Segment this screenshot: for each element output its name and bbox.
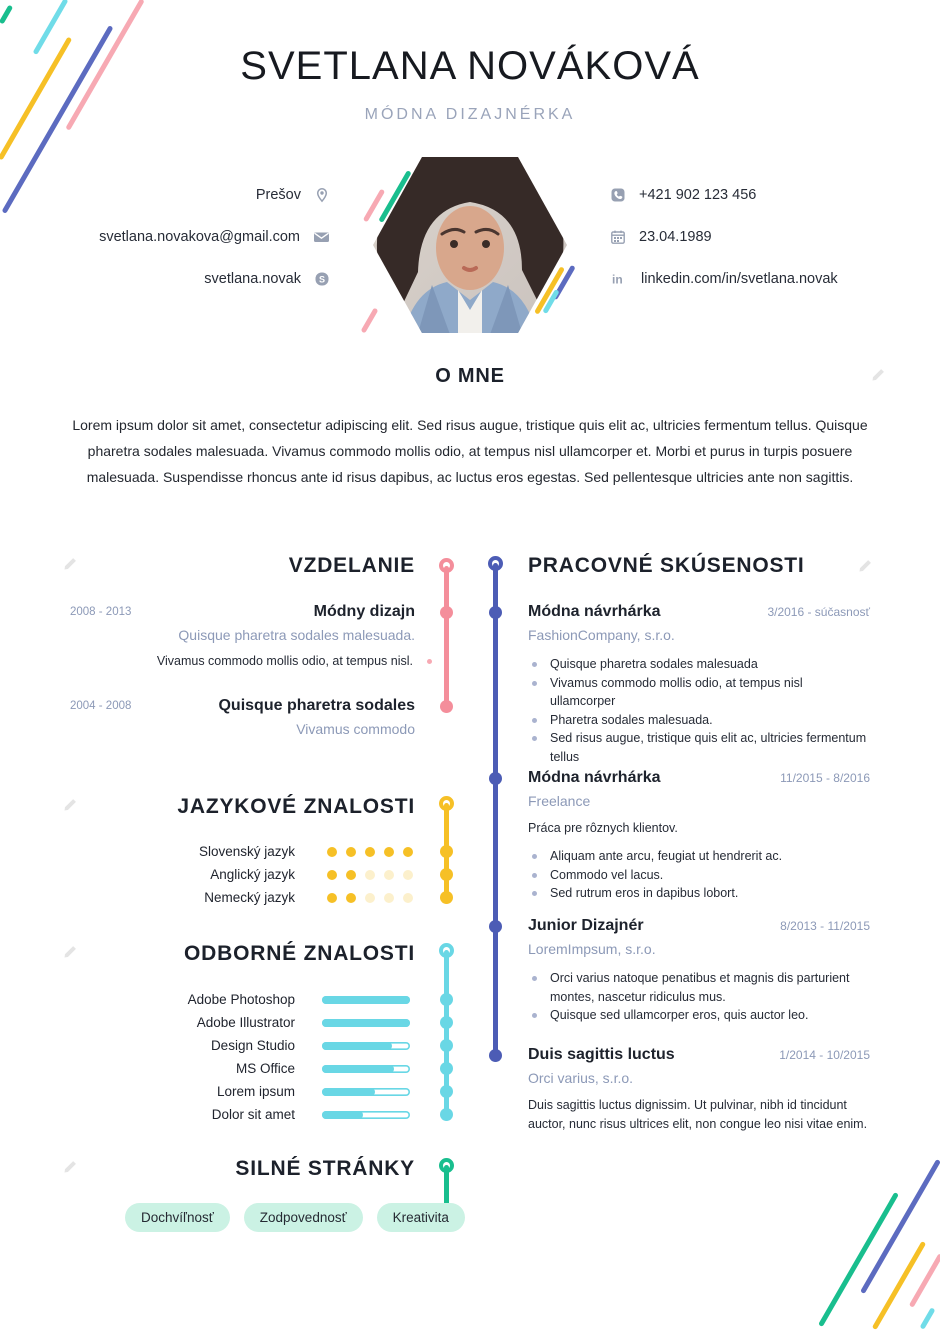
skill-label: Dolor sit amet — [211, 1107, 295, 1122]
contact-birthdate-label: 23.04.1989 — [639, 229, 712, 245]
skill-bar — [322, 1111, 410, 1119]
language-label: Slovenský jazyk — [198, 844, 295, 859]
phone-icon — [610, 187, 626, 203]
svg-text:S: S — [318, 274, 326, 285]
language-row — [60, 840, 413, 863]
contact-birthdate — [610, 216, 882, 258]
location-pin-icon — [314, 187, 330, 203]
contact-city — [58, 174, 330, 216]
timeline-dot — [440, 700, 453, 713]
timeline-line — [493, 563, 498, 1055]
education-bullet — [60, 654, 432, 668]
education-title: Módny dizajn — [313, 603, 415, 620]
language-label: Anglický jazyk — [210, 867, 295, 882]
skill-bar-fill — [322, 1065, 394, 1073]
level-dot-filled — [327, 870, 337, 880]
language-row — [60, 886, 413, 909]
experience-entry — [528, 1045, 870, 1134]
experience-bullet: Commodo vel lacus. — [528, 866, 870, 885]
contact-email-label: svetlana.novakova@gmail.com — [99, 229, 300, 245]
experience-bullets — [528, 847, 870, 903]
timeline-dot — [440, 1062, 453, 1075]
contact-skype — [58, 258, 330, 300]
timeline-dot — [440, 1016, 453, 1029]
level-dot-empty — [365, 893, 375, 903]
experience-entry — [528, 602, 870, 766]
experience-dates: 11/2015 - 8/2016 — [780, 771, 870, 785]
skill-row — [60, 1057, 410, 1080]
level-dot-empty — [403, 893, 413, 903]
strength-tag: Dochvíľnosť — [125, 1203, 230, 1232]
level-dot-filled — [365, 847, 375, 857]
language-level-dots — [327, 847, 413, 857]
profile-photo — [372, 150, 568, 340]
timeline-dot — [440, 845, 453, 858]
experience-bullet: Vivamus commodo mollis odio, at tempus nisl ullamcorper — [528, 674, 870, 711]
experience-company: Freelance — [528, 793, 591, 809]
skill-bar-fill — [322, 1088, 375, 1096]
skill-bar — [322, 1042, 410, 1050]
level-dot-filled — [346, 893, 356, 903]
timeline-dot — [440, 1108, 453, 1121]
education-entry — [60, 602, 415, 644]
experience-title: Módna návrhárka — [528, 603, 661, 620]
decorative-stripe — [920, 1307, 936, 1329]
section-experience — [485, 548, 877, 1188]
level-dot-filled — [403, 847, 413, 857]
experience-bullet: Quisque pharetra sodales malesuada — [528, 655, 870, 674]
education-bullet-text: Vivamus commodo mollis odio, at tempus nisl. — [156, 654, 413, 668]
level-dot-filled — [346, 847, 356, 857]
experience-bullet: Sed rutrum eros in dapibus lobort. — [528, 884, 870, 903]
level-dot-empty — [384, 893, 394, 903]
education-entry — [60, 696, 415, 738]
timeline-dot — [440, 891, 453, 904]
job-title: MÓDNA DIZAJNÉRKA — [364, 106, 576, 123]
level-dot-filled — [384, 847, 394, 857]
language-row — [60, 863, 413, 886]
timeline-dot — [489, 606, 502, 619]
education-subtitle: Vivamus commodo — [296, 721, 415, 737]
timeline-line — [444, 566, 449, 707]
bullet-dot — [427, 659, 432, 664]
skill-row — [60, 1011, 410, 1034]
skill-label: MS Office — [235, 1061, 295, 1076]
skill-row — [60, 1080, 410, 1103]
level-dot-filled — [327, 847, 337, 857]
experience-dates: 3/2016 - súčasnosť — [767, 605, 870, 619]
experience-bullet: Aliquam ante arcu, feugiat ut hendrerit ac. — [528, 847, 870, 866]
language-level-dots — [327, 893, 413, 903]
skill-label: Adobe Illustrator — [196, 1015, 295, 1030]
contact-phone-label: +421 902 123 456 — [639, 187, 757, 203]
contact-phone — [610, 174, 882, 216]
about-heading: O MNE — [435, 365, 505, 387]
strength-tags — [125, 1203, 465, 1232]
edit-pencil-icon[interactable] — [871, 367, 886, 382]
skill-bar-fill — [322, 1042, 392, 1050]
timeline-dot — [440, 1039, 453, 1052]
experience-dates: 1/2014 - 10/2015 — [779, 1048, 870, 1062]
timeline-dot — [440, 1085, 453, 1098]
section-languages — [60, 795, 455, 915]
calendar-icon — [610, 229, 626, 245]
skype-icon — [314, 271, 330, 287]
timeline-dot — [440, 993, 453, 1006]
experience-company: FashionCompany, s.r.o. — [528, 627, 675, 643]
skill-bar — [322, 1019, 410, 1027]
experience-bullet: Orci varius natoque penatibus et magnis dis parturient montes, nascetur ridiculus mus. — [528, 969, 870, 1006]
experience-entry — [528, 916, 870, 1025]
timeline-dot — [440, 868, 453, 881]
skills-heading: ODBORNÉ ZNALOSTI — [184, 942, 415, 965]
skill-bar-fill — [322, 1111, 363, 1119]
education-subtitle: Quisque pharetra sodales malesuada. — [178, 627, 415, 643]
experience-title: Junior Dizajnér — [528, 917, 644, 934]
experience-bullet: Quisque sed ullamcorper eros, quis auctor leo. — [528, 1006, 870, 1025]
experience-title: Módna návrhárka — [528, 769, 661, 786]
about-text: Lorem ipsum dolor sit amet, consectetur adipiscing elit. Sed risus augue, tristique quis elit ac, ultricies fermentum tellus. Quisque pharetra sodales malesuada. Vivamus commodo mollis odio, at tempus nisl ullamcorper et. Morbi et purus in turpis posuere malesuada. Suspendisse rhoncus ante id risus dapibus, ac luctus eros egestas. Sed pellentesque ultricies ante non sagittis. — [72, 417, 868, 485]
contact-right — [610, 174, 882, 300]
strength-tag: Zodpovednosť — [244, 1203, 363, 1232]
skill-row — [60, 1034, 410, 1057]
languages-heading: JAZYKOVÉ ZNALOSTI — [177, 795, 415, 818]
experience-title: Duis sagittis luctus — [528, 1046, 675, 1063]
page-title: SVETLANA NOVÁKOVÁ — [240, 44, 700, 88]
svg-text:in: in — [612, 272, 623, 287]
contact-left — [58, 174, 330, 300]
level-dot-filled — [346, 870, 356, 880]
language-level-dots — [327, 870, 413, 880]
section-about — [60, 365, 880, 490]
language-label: Nemecký jazyk — [204, 890, 295, 905]
contact-city-label: Prešov — [255, 187, 301, 203]
contact-email — [58, 216, 330, 258]
timeline-dot — [489, 1049, 502, 1062]
education-dates: 2004 - 2008 — [70, 700, 132, 712]
experience-dates: 8/2013 - 11/2015 — [780, 919, 870, 933]
education-heading: VZDELANIE — [288, 554, 415, 577]
level-dot-empty — [403, 870, 413, 880]
education-title: Quisque pharetra sodales — [218, 697, 415, 714]
level-dot-empty — [384, 870, 394, 880]
experience-description: Práca pre rôznych klientov. — [528, 821, 678, 835]
experience-entry — [528, 768, 870, 903]
level-dot-empty — [365, 870, 375, 880]
contact-linkedin — [610, 258, 882, 300]
experience-heading: PRACOVNÉ SKÚSENOSTI — [528, 554, 805, 577]
experience-bullet: Pharetra sodales malesuada. — [528, 711, 870, 730]
skill-label: Adobe Photoshop — [187, 992, 295, 1007]
experience-company: Orci varius, s.r.o. — [528, 1070, 634, 1086]
experience-company: LoremImpsum, s.r.o. — [528, 941, 656, 957]
timeline-dot — [489, 772, 502, 785]
header — [0, 44, 940, 124]
skill-bar-fill — [322, 996, 410, 1004]
skill-label: Design Studio — [210, 1038, 295, 1053]
skill-row — [60, 988, 410, 1011]
section-skills — [60, 942, 455, 1132]
timeline-dot — [489, 920, 502, 933]
timeline-dot — [440, 606, 453, 619]
section-strengths — [60, 1157, 455, 1247]
experience-bullet: Sed risus augue, tristique quis elit ac, ultricies fermentum tellus — [528, 729, 870, 766]
skill-label: Lorem ipsum — [216, 1084, 295, 1099]
contact-skype-label: svetlana.novak — [204, 271, 301, 287]
skill-bar-fill — [322, 1019, 410, 1027]
skill-row — [60, 1103, 410, 1126]
experience-description: Duis sagittis luctus dignissim. Ut pulvinar, nibh id tincidunt auctor, nunc risus ultrices elit, non congue leo nisi vitae enim. — [528, 1098, 868, 1131]
skill-bar — [322, 1065, 410, 1073]
experience-bullets — [528, 969, 870, 1025]
edit-pencil-icon[interactable] — [858, 558, 873, 573]
decorative-stripe — [0, 5, 13, 25]
level-dot-filled — [327, 893, 337, 903]
skill-bar — [322, 1088, 410, 1096]
experience-bullets — [528, 655, 870, 766]
section-education — [60, 548, 455, 758]
linkedin-icon — [610, 271, 628, 287]
skill-bar — [322, 996, 410, 1004]
education-dates: 2008 - 2013 — [70, 606, 132, 618]
contact-linkedin-label: linkedin.com/in/svetlana.novak — [641, 271, 838, 287]
envelope-icon — [313, 229, 330, 245]
strengths-heading: SILNÉ STRÁNKY — [235, 1157, 415, 1180]
decorative-stripe — [872, 1241, 926, 1330]
strength-tag: Kreativita — [377, 1203, 465, 1232]
